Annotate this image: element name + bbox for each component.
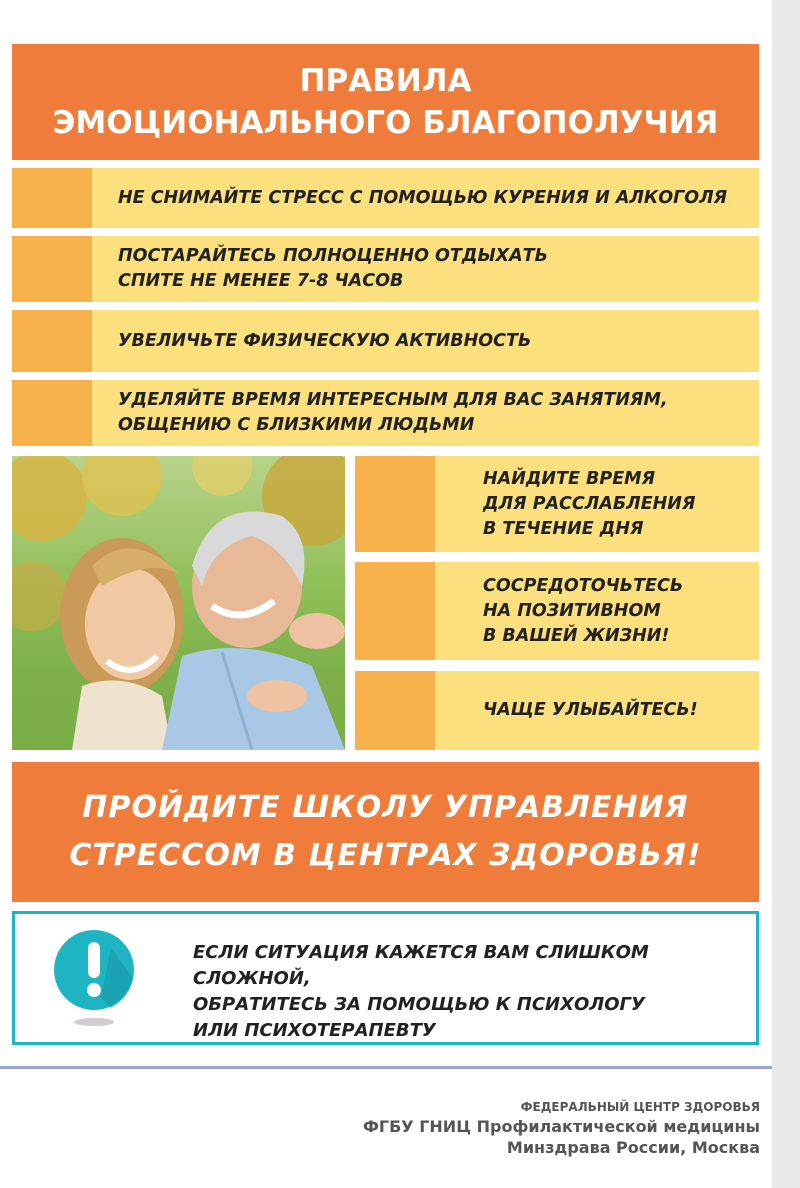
- rule-tab: [12, 236, 92, 302]
- couple-photo: [12, 456, 345, 750]
- side-rule-text: СОСРЕДОТОЧЬТЕСЬ НА ПОЗИТИВНОМ В ВАШЕЙ ЖИЗНИ!: [483, 575, 684, 646]
- rule-text: ПОСТАРАЙТЕСЬ ПОЛНОЦЕННО ОТДЫХАТЬ СПИТЕ НЕ МЕНЕЕ 7-8 ЧАСОВ: [118, 246, 548, 291]
- rule-tab: [355, 456, 435, 552]
- rule-text: УДЕЛЯЙТЕ ВРЕМЯ ИНТЕРЕСНЫМ ДЛЯ ВАС ЗАНЯТИЯМ, ОБЩЕНИЮ С БЛИЗКИМИ ЛЮДЬМИ: [118, 390, 668, 435]
- rule-row: [12, 168, 759, 228]
- side-rule-row: [355, 562, 759, 660]
- rule-text: УВЕЛИЧЬТЕ ФИЗИЧЕСКУЮ АКТИВНОСТЬ: [118, 330, 532, 351]
- rule-tab: [355, 671, 435, 750]
- rule-text: НЕ СНИМАЙТЕ СТРЕСС С ПОМОЩЬЮ КУРЕНИЯ И АЛКОГОЛЯ: [118, 187, 728, 208]
- side-rule-row: [355, 671, 759, 750]
- rule-row: [12, 380, 759, 446]
- cta-banner: [12, 762, 759, 902]
- cta-line-1: ПРОЙДИТЕ ШКОЛУ УПРАВЛЕНИЯ: [82, 790, 689, 825]
- footer-institute-line: ФГБУ ГНИЦ Профилактической медицины: [363, 1117, 760, 1136]
- warning-box: [12, 911, 759, 1045]
- rule-tab: [12, 310, 92, 372]
- side-rule-row: [355, 456, 759, 552]
- title-line-2: ЭМОЦИОНАЛЬНОГО БЛАГОПОЛУЧИЯ: [52, 105, 719, 141]
- side-rule-text: НАЙДИТЕ ВРЕМЯ ДЛЯ РАССЛАБЛЕНИЯ В ТЕЧЕНИЕ ДНЯ: [483, 468, 696, 539]
- couple-illustration: [12, 456, 345, 750]
- footer-org-line: ФЕДЕРАЛЬНЫЙ ЦЕНТР ЗДОРОВЬЯ: [520, 1100, 760, 1114]
- rule-tab: [12, 380, 92, 446]
- title-line-1: ПРАВИЛА: [299, 63, 472, 99]
- cta-line-2: СТРЕССОМ В ЦЕНТРАХ ЗДОРОВЬЯ!: [69, 838, 702, 873]
- warning-text: ЕСЛИ СИТУАЦИЯ КАЖЕТСЯ ВАМ СЛИШКОМ СЛОЖНОЙ, ОБРАТИТЕСЬ ЗА ПОМОЩЬЮ К ПСИХОЛОГУ ИЛИ ПСИХОТЕРАПЕВТУ: [193, 942, 649, 1041]
- rule-row: [12, 310, 759, 372]
- rule-row: [12, 236, 759, 302]
- side-rule-text: ЧАЩЕ УЛЫБАЙТЕСЬ!: [483, 700, 698, 720]
- rule-tab: [12, 168, 92, 228]
- footer-divider: [0, 1066, 772, 1069]
- rule-tab: [355, 562, 435, 660]
- title-banner: [12, 44, 759, 160]
- footer: [363, 1098, 760, 1158]
- page-edge-strip: [772, 0, 800, 1188]
- footer-ministry-line: Минздрава России, Москва: [506, 1138, 760, 1157]
- exclamation-icon: [51, 928, 141, 1030]
